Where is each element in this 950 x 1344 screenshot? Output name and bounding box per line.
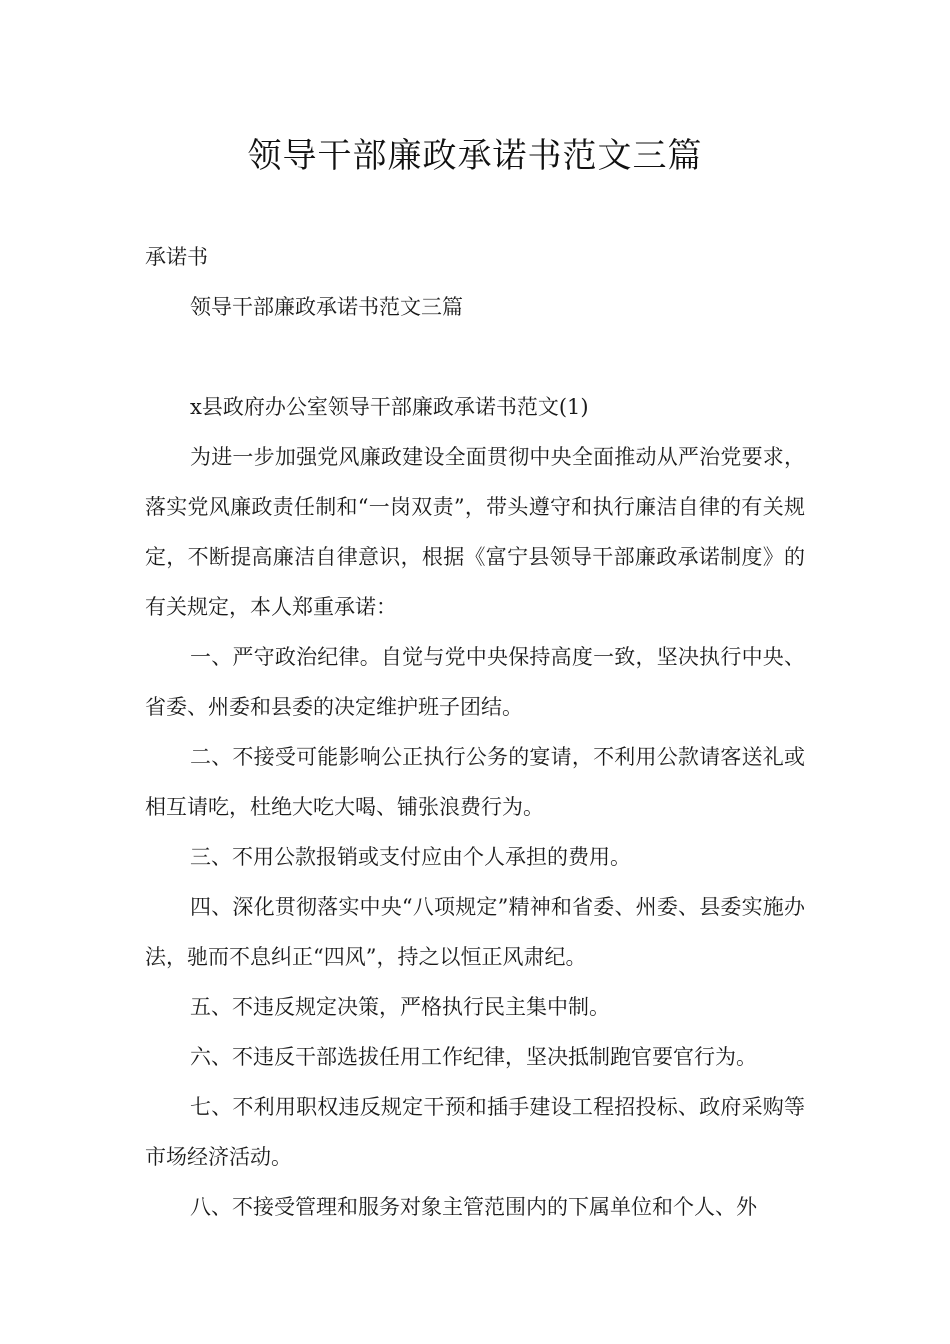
paragraph-item-7: 七、不利用职权违反规定干预和插手建设工程招投标、政府采购等市场经济活动。 bbox=[145, 1095, 805, 1169]
document-category: 承诺书 bbox=[145, 245, 208, 269]
section-heading: x县政府办公室领导干部廉政承诺书范文(1) bbox=[190, 395, 589, 419]
paragraph-item-1: 一、严守政治纪律。自觉与党中央保持高度一致，坚决执行中央、省委、州委和县委的决定维护班子团结。 bbox=[145, 645, 805, 719]
paragraph-item-2: 二、不接受可能影响公正执行公务的宴请，不利用公款请客送礼或相互请吃，杜绝大吃大喝、铺张浪费行为。 bbox=[145, 745, 805, 819]
paragraph-item-8: 八、不接受管理和服务对象主管范围内的下属单位和个人、外 bbox=[190, 1195, 757, 1219]
document-title: 领导干部廉政承诺书范文三篇 bbox=[247, 136, 703, 176]
paragraph-item-3: 三、不用公款报销或支付应由个人承担的费用。 bbox=[190, 845, 631, 869]
paragraph-item-6: 六、不违反干部选拔任用工作纪律，坚决抵制跑官要官行为。 bbox=[190, 1045, 757, 1069]
paragraph-item-5: 五、不违反规定决策，严格执行民主集中制。 bbox=[190, 995, 610, 1019]
paragraph-item-4: 四、深化贯彻落实中央“八项规定”精神和省委、州委、县委实施办法，驰而不息纠正“四风”，持之以恒正风肃纪。 bbox=[145, 895, 805, 969]
paragraph-intro: 为进一步加强党风廉政建设全面贯彻中央全面推动从严治党要求，落实党风廉政责任制和“一岗双责”，带头遵守和执行廉洁自律的有关规定，不断提高廉洁自律意识，根据《富宁县领导干部廉政承诺制度》的有关规定，本人郑重承诺： bbox=[145, 445, 805, 619]
document-subtitle: 领导干部廉政承诺书范文三篇 bbox=[190, 295, 463, 319]
document-body bbox=[145, 232, 805, 1232]
